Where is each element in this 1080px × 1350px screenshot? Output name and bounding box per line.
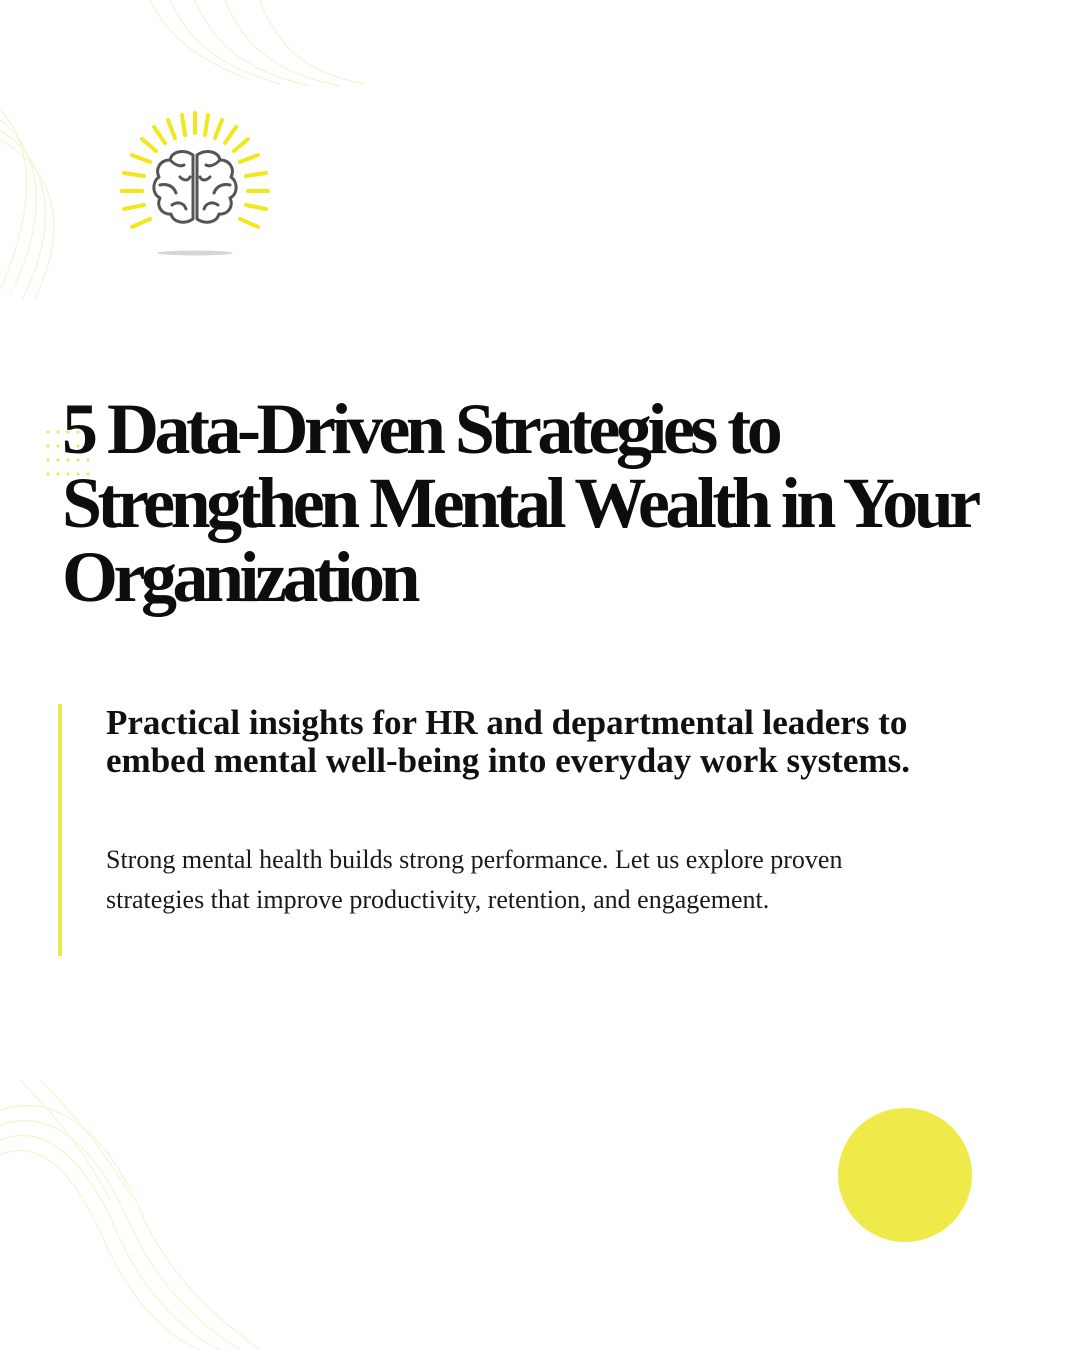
decorative-wave-lines-bottom (0, 1080, 260, 1350)
subtitle: Practical insights for HR and departmental leaders to embed mental well-being into everyday work systems. (106, 703, 910, 780)
page-title: 5 Data-Driven Strategies to Strengthen Mental Wealth in Your Organization (62, 389, 976, 617)
intro-paragraph: Strong mental health builds strong performance. Let us explore proven strategies that improve productivity, retention, and engagement. (106, 845, 843, 914)
accent-bar (58, 704, 62, 956)
intro-block (58, 704, 958, 956)
brain-lightbulb-icon (110, 105, 280, 265)
decorative-yellow-circle (838, 1108, 972, 1242)
